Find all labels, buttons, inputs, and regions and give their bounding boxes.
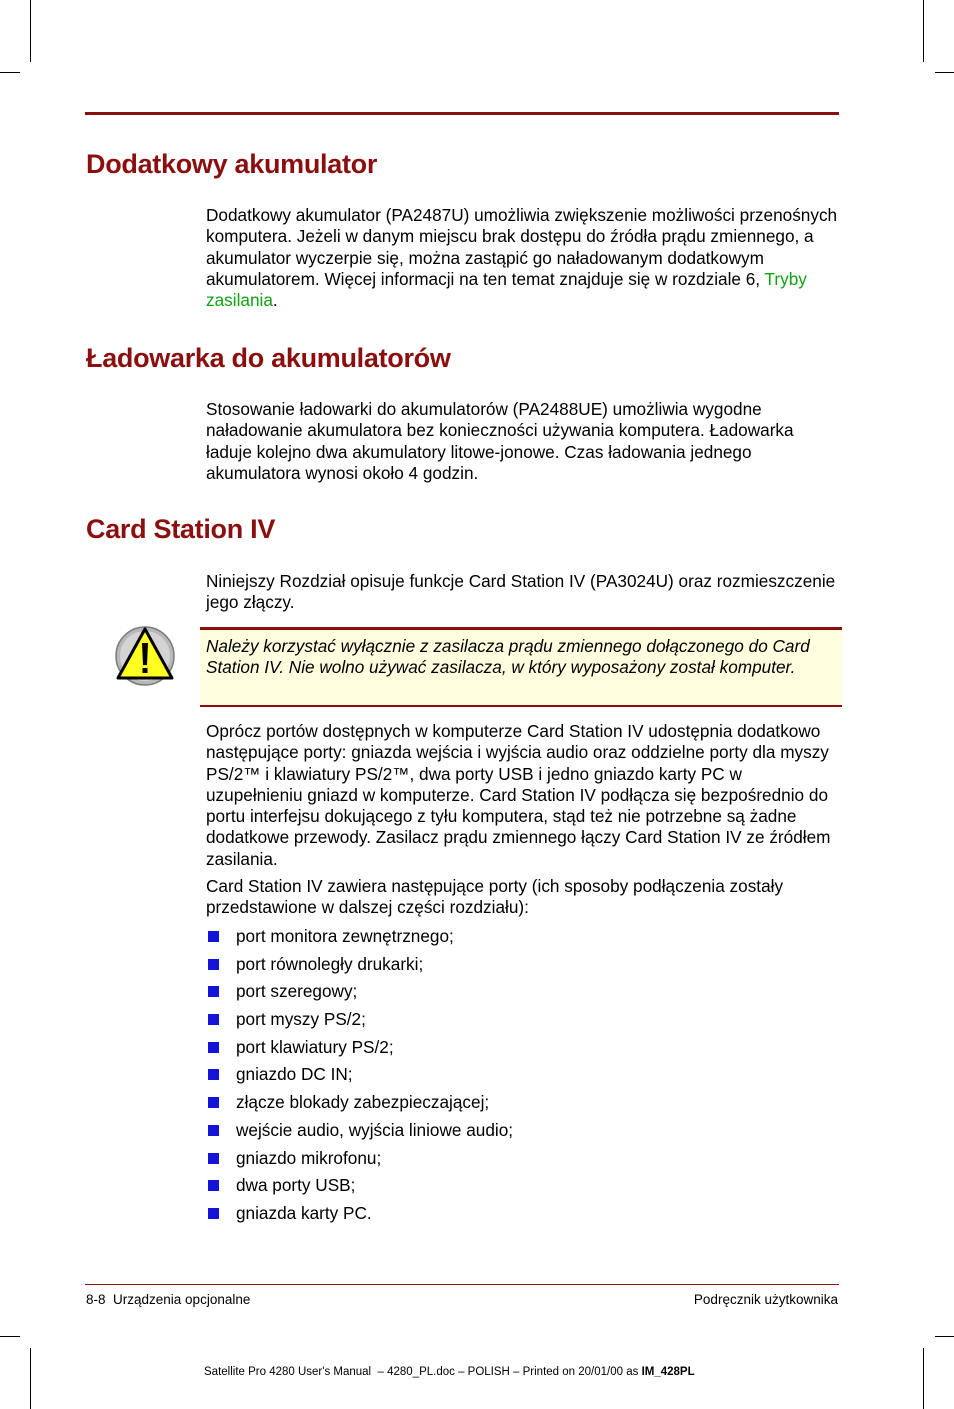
square-bullet-icon (208, 1042, 219, 1053)
warning-text: Należy korzystać wyłącznie z zasilacza prądu zmiennego dołączonego do Card Station IV. Nie wolno używać zasilacza, w który wyposażony został komputer. (206, 636, 810, 678)
list-item (206, 1145, 806, 1173)
crop-mark (923, 0, 924, 62)
link-tryby-zasilania[interactable]: Tryby zasilania (206, 268, 807, 311)
port-label: port monitora zewnętrznego; (236, 926, 454, 946)
list-item (206, 1061, 806, 1089)
ports-list (206, 923, 806, 1228)
footer-rule (85, 1284, 839, 1285)
crop-mark (935, 1336, 954, 1337)
square-bullet-icon (208, 1153, 219, 1164)
square-bullet-icon (208, 1180, 219, 1191)
card-station-ports-intro: Card Station IV zawiera następujące porty (ich sposoby podłączenia zostały przedstawione w dalszej części rozdziału): (206, 876, 784, 918)
square-bullet-icon (208, 986, 219, 997)
section-body-dodatkowy-akumulator (206, 205, 842, 311)
crop-mark (0, 1336, 20, 1337)
port-label: port szeregowy; (236, 981, 358, 1002)
section-title-card-station: Card Station IV (86, 514, 276, 544)
list-item (206, 1200, 806, 1228)
square-bullet-icon (208, 931, 219, 942)
print-info-code: IM_428PL (641, 1366, 695, 1378)
header-rule (85, 112, 839, 115)
list-item (206, 978, 806, 1006)
body-text-end: . (272, 290, 278, 311)
list-item (206, 1117, 806, 1145)
list-item (206, 1006, 806, 1034)
section-title-ladowarka: Ładowarka do akumulatorów (86, 343, 451, 373)
list-item (206, 1172, 806, 1200)
port-label: port równoległy drukarki; (236, 953, 424, 974)
square-bullet-icon (208, 959, 219, 970)
crop-mark (923, 1348, 924, 1409)
port-label: gniazdo mikrofonu; (236, 1147, 382, 1168)
warning-box (200, 627, 842, 707)
card-station-intro: Niniejszy Rozdział opisuje funkcje Card Station IV (PA3024U) oraz rozmieszczenie jego złączy. (206, 571, 836, 613)
square-bullet-icon (208, 1125, 219, 1136)
port-label: gniazdo DC IN; (236, 1064, 353, 1085)
square-bullet-icon (208, 1208, 219, 1219)
port-label: port myszy PS/2; (236, 1009, 366, 1030)
print-info-text: Satellite Pro 4280 User's Manual – 4280_PL.doc – POLISH – Printed on 20/01/00 as (204, 1366, 642, 1378)
footer-right: Podręcznik użytkownika (693, 1292, 838, 1307)
list-item (206, 1089, 806, 1117)
port-label: port klawiatury PS/2; (236, 1036, 394, 1057)
body-text: Dodatkowy akumulator (PA2487U) umożliwia zwiększenie możliwości przenośnych komputera. Jeżeli w danym miejscu brak dostępu do źródła prądu zmiennego, a akumulator wyczerpie się, można zastąpić go naładowanym dodatkowym akumulatorem. Więcej informacji na ten temat znajduje się w rozdziale 6, (206, 205, 838, 289)
port-label: złącze blokady zabezpieczającej; (236, 1092, 490, 1113)
square-bullet-icon (208, 1097, 219, 1108)
warning-triangle-icon (114, 625, 176, 687)
square-bullet-icon (208, 1069, 219, 1080)
list-item (206, 1034, 806, 1062)
port-label: dwa porty USB; (236, 1175, 356, 1196)
list-item (206, 951, 806, 979)
list-item (206, 923, 806, 951)
crop-mark (30, 1348, 31, 1409)
square-bullet-icon (208, 1014, 219, 1025)
crop-mark (935, 72, 954, 73)
port-label: gniazda karty PC. (236, 1202, 372, 1223)
section-body-ladowarka: Stosowanie ładowarki do akumulatorów (PA2488UE) umożliwia wygodne naładowanie akumulatora bez konieczności używania komputera. Ładowarka ładuje kolejno dwa akumulatory litowe-jonowe. Czas ładowania jednego akumulatora wynosi około 4 godzin. (206, 399, 794, 483)
card-station-description: Oprócz portów dostępnych w komputerze Card Station IV udostępnia dodatkowo następujące porty: gniazda wejścia i wyjścia audio oraz oddzielne porty dla myszy PS/2™ i klawiatury PS/2™, dwa porty USB i jedno gniazdo karty PC w uzupełnieniu gniazd w komputerze. Card Station IV podłącza się bezpośrednio do portu interfejsu dokującego z tyłu komputera, stąd też nie potrzebne są żadne dodatkowe przewody. Zasilacz prądu zmiennego łączy Card Station IV ze źródłem zasilania. (206, 721, 831, 869)
crop-mark (30, 0, 31, 62)
footer-left: 8-8 Urządzenia opcjonalne (86, 1292, 251, 1307)
crop-mark (0, 72, 20, 73)
port-label: wejście audio, wyjścia liniowe audio; (236, 1119, 514, 1140)
section-title-dodatkowy-akumulator: Dodatkowy akumulator (86, 149, 378, 179)
print-info-line (204, 1366, 695, 1378)
